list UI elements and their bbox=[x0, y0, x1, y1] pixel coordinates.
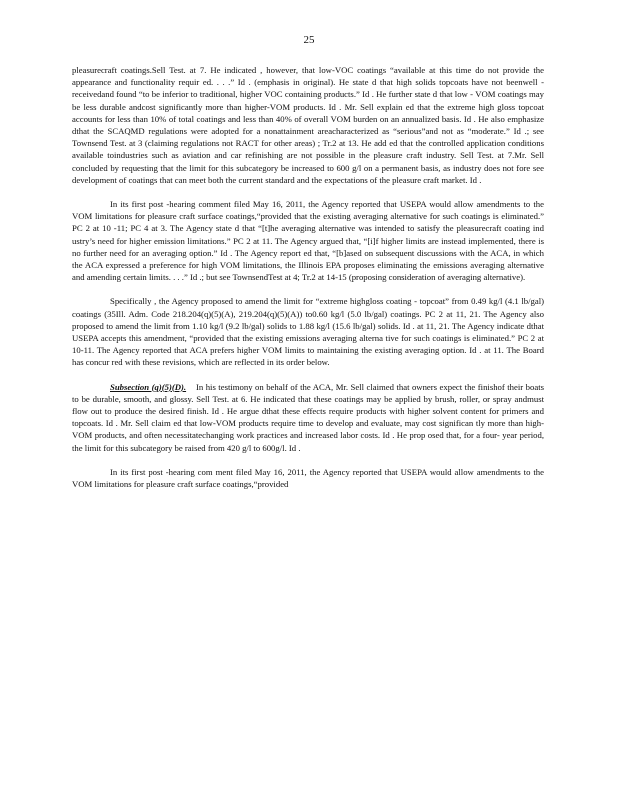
paragraph bbox=[72, 381, 544, 454]
paragraph: In its first post -hearing com ment filed May 16, 2011, the Agency reported that USEPA would allow amendments to the VOM limitations for pleasure craft surface coatings,“provided bbox=[72, 466, 544, 490]
subsection-heading: Subsection (q)(5)(D). bbox=[110, 381, 187, 392]
document-body bbox=[72, 64, 544, 502]
paragraph-text: In his testimony on behalf of the ACA, Mr. Sell claimed that owners expect the finishof their boats to be durable, smooth, and glossy. Sell Test. at 6. He indicated that these coatings may be applied by brush, roller, or spray andmust flow out to produce the desired finish. Id . He argue dthat these effects require products with higher solvent content for primers and topcoats. Id . Mr. Sell claim ed that low-VOM products require time to develop and evaluate, may cost significan tly more than high-VOM products, and often necessitatechanging work practices and increased labor costs. Id . He prop osed that, for a four- year period, the limit for this subcategory be raised from 420 g/l to 600g/l. Id . bbox=[72, 381, 544, 453]
paragraph: In its first post -hearing comment filed May 16, 2011, the Agency reported that USEPA would allow amendments to the VOM limitations for pleasure craft surface coatings,“provided that the existing averaging alternative for such coatings is eliminated.” PC 2 at 10 -11; PC 4 at 3. The Agency state d that “[t]he averaging alternative was intended to satisfy the pleasurecraft coating ind ustry’s need for higher emission limitations.” PC 2 at 11. The Agency argued that, “[i]f higher limits are instead implemented, there is no further need for an averaging option.” Id . The Agency report ed that, “[b]ased on subsequent discussions with the ACA, in which the ACA expressed a preference for high VOM limitations, the Illinois EPA proposes eliminating the emissions averaging alternative and amending certain limits. . . .” Id .; but see TownsendTest at 4; Tr.2 at 14-15 (proposing consideration of averaging alternative). bbox=[72, 199, 544, 283]
page-number: 25 bbox=[303, 34, 315, 46]
paragraph: Specifically , the Agency proposed to amend the limit for “extreme highgloss coating - topcoat” from 0.49 kg/l (4.1 lb/gal) coatings (35Ill. Adm. Code 218.204(q)(5)(A), 219.204(q)(5)(A)) to0.60 kg/l (5.0 lb/gal) coatings. PC 2 at 11, 21. The Agency also proposed to amend the limit from 1.10 kg/l (9.2 lb/gal) solids to 1.88 kg/l (15.6 lb/gal) solids. Id . at 11, 21. The Agency indicate dthat USEPA accepts this amendment, “provided that the existing emissions averaging alterna tive for such coatings is eliminated.” PC 2 at 10-11. The Agency reported that ACA prefers higher VOM limits to maintaining the existing averaging option. Id . at 11. The Board has concur red with these revisions, which are reflected in its order below. bbox=[72, 296, 544, 368]
paragraph: pleasurecraft coatings.Sell Test. at 7. He indicated , however, that low-VOC coatings “available at this time do not provide the appearance and functionality requir ed. . . .” Id . (emphasis in original). He state d that high solids topcoats have not beenwell -receivedand found “to be inferior to traditional, higher VOC containing products.” Id . He further state d that low - VOM coatings may be less durable andcost significantly more than higher-VOM products. Id . Mr. Sell explain ed that the extreme high gloss topcoat accounts for less than 10% of total coatings and less than 40% of overall VOM burden on an annualized basis. Id . He also emphasize dthat the SCAQMD regulations were adopted for a nonattainment areacharacterized as “serious”and not as “moderate.” Id .; see Townsend Test. at 3 (claiming regulations not RACT for other areas) ; Tr.2 at 13. He add ed that the controlled application conditions available toindustries such as aviation and car refinishing are not possible in the pleasure craft industry. Sell Test. at 7.Mr. Sell concluded by requesting that the limit for this subcategory be increased to 600 g/l on a permanent basis, as industry does not fore see development of coatings that can meet both the current standard and the expectations of the pleasure craft market. Id . bbox=[72, 65, 544, 185]
